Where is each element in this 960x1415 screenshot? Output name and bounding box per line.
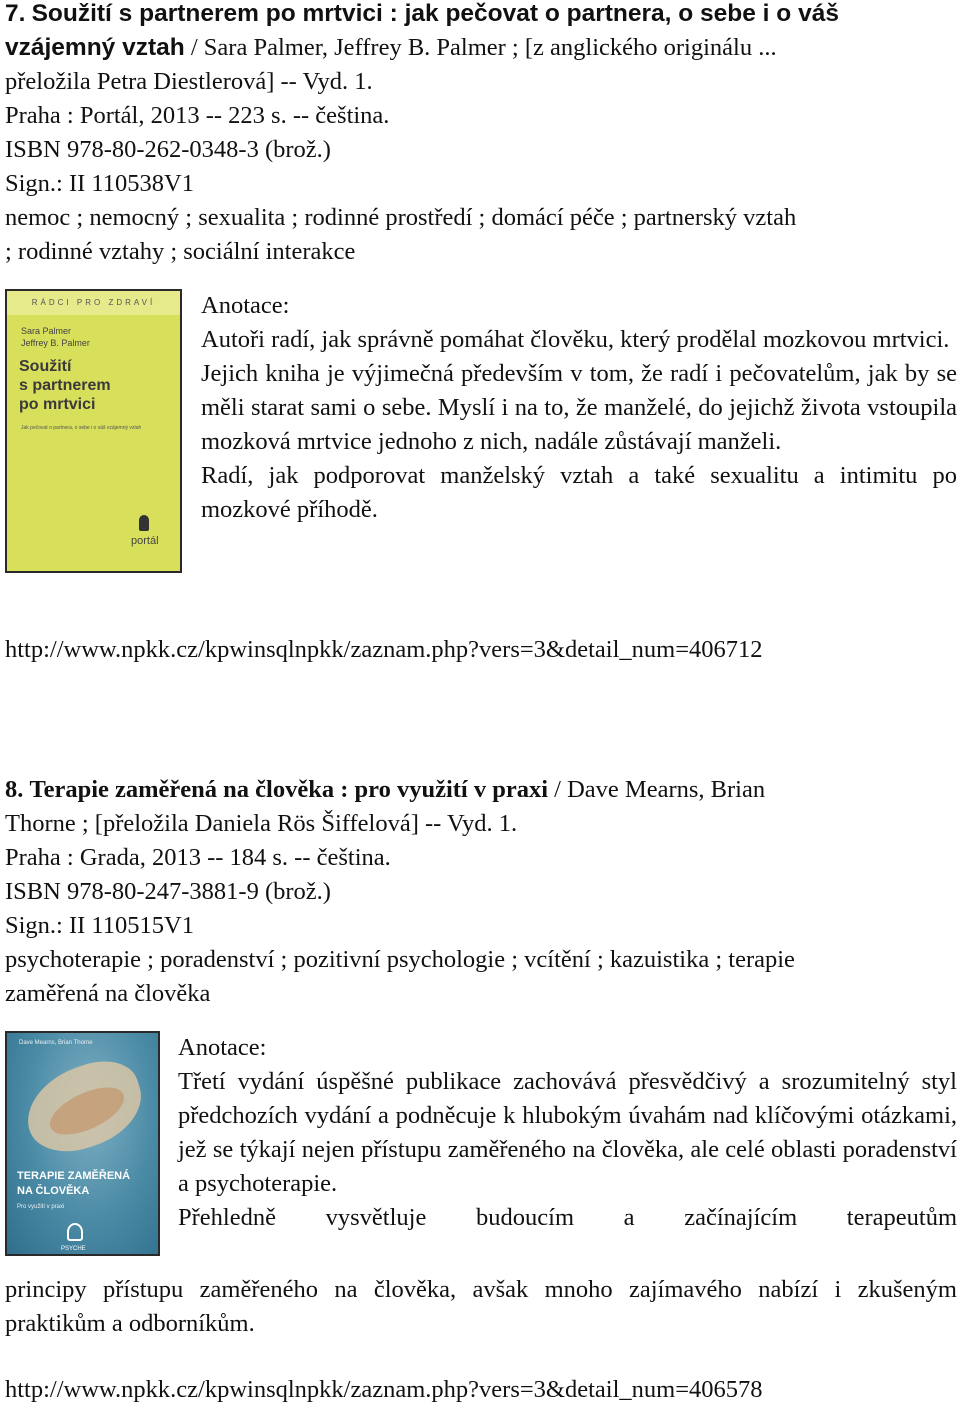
entry-7-signature: Sign.: II 110538V1 (5, 170, 194, 197)
entry-8-annotation-block (5, 1031, 957, 1303)
entry-7-translator: přeložila Petra Diestlerová] -- Vyd. 1. (5, 68, 373, 95)
cover-series: RÁDCI PRO ZDRAVÍ (7, 291, 180, 315)
entry-7-keywords-2: ; rodinné vztahy ; sociální interakce (5, 238, 356, 265)
entry-7-keywords-1: nemoc ; nemocný ; sexualita ; rodinné prostředí ; domácí péče ; partnerský vztah (5, 204, 797, 231)
entry-8-keywords-1: psychoterapie ; poradenství ; pozitivní psychologie ; vcítění ; kazuistika ; terapie (5, 946, 795, 973)
entry-7-annotation-block (5, 289, 957, 629)
cover-title (19, 357, 111, 414)
entry-7-book-cover (5, 289, 182, 573)
cover-title (17, 1169, 130, 1199)
cover-publisher: portál (131, 535, 159, 547)
entry-8-responsibility: / Dave Mearns, Brian (548, 776, 766, 803)
cover-title-1: Soužití (19, 358, 72, 375)
entry-7-title-part-1: Soužití s partnerem po mrtvici : jak pečovat o partnera, o sebe i o váš (31, 0, 839, 27)
entry-8-annotation-p1: Třetí vydání úspěšné publikace zachovává přesvědčivý a srozumitelný styl předchozích vydání a podněcuje k hlubokým úvahám nad klíčovými otázkami, jež se týkají nejen přístupu zaměřeného na člověka, ale celé oblasti poradenství a psychoterapie. (178, 1068, 957, 1197)
cover-authors: Dave Mearns, Brian Thorne (19, 1040, 93, 1046)
entry-8-keywords-2: zaměřená na člověka (5, 980, 211, 1007)
entry-8-translator: Thorne ; [přeložila Daniela Rös Šiffelová] -- Vyd. 1. (5, 810, 518, 837)
entry-8-annotation-label: Anotace: (178, 1034, 267, 1061)
entry-8-annotation-p2-rest: principy přístupu zaměřeného na člověka, avšak mnoho zajímavého nabízí i zkušeným praktikům a odborníkům. (5, 1276, 957, 1337)
catalog-entry-7 (5, 0, 957, 667)
entry-7-number: 7. (5, 0, 26, 27)
entry-7-annotation-p3: Radí, jak podporovat manželský vztah a také sexualitu a intimitu po mozkové příhodě. (201, 462, 957, 523)
entry-7-isbn: ISBN 978-80-262-0348-3 (brož.) (5, 136, 331, 163)
entry-7-annotation-label: Anotace: (201, 292, 290, 319)
entry-8-signature: Sign.: II 110515V1 (5, 912, 194, 939)
cover-title-2: s partnerem (19, 377, 111, 394)
entry-7-publication: Praha : Portál, 2013 -- 223 s. -- čeština. (5, 102, 390, 129)
entry-7-title-part-2: vzájemný vztah (5, 34, 185, 61)
publisher-logo-icon (139, 515, 149, 531)
entry-7-annotation-p1: Autoři radí, jak správně pomáhat člověku, který prodělal mozkovou mrtvici. (201, 326, 950, 353)
entry-7-url[interactable]: http://www.npkk.cz/kpwinsqlnpkk/zaznam.php?vers=3&detail_num=406712 (5, 636, 763, 663)
entry-8-publication: Praha : Grada, 2013 -- 184 s. -- čeština. (5, 844, 391, 871)
entry-8-isbn: ISBN 978-80-247-3881-9 (brož.) (5, 878, 331, 905)
cover-title-1: TERAPIE ZAMĚŘENÁ (17, 1170, 131, 1182)
cover-publisher: PSYCHE (61, 1246, 86, 1252)
cover-author-1: Sara Palmer (21, 326, 72, 336)
cover-title-3: po mrtvici (19, 396, 96, 413)
entry-8-title: Terapie zaměřená na člověka : pro využití v praxi (29, 776, 549, 803)
entry-7-responsibility: / Sara Palmer, Jeffrey B. Palmer ; [z anglického originálu ... (184, 34, 777, 61)
cover-authors (21, 325, 90, 349)
entry-8-book-cover (5, 1031, 160, 1256)
cover-author-2: Jeffrey B. Palmer (21, 338, 90, 348)
entry-8-title-line-1 (5, 773, 957, 807)
cover-title-2: NA ČLOVĚKA (17, 1185, 90, 1197)
cover-subtitle: Pro využití v praxi (17, 1204, 65, 1210)
entry-7-annotation (201, 289, 957, 527)
cover-subtitle: Jak pečovat o partnera, o sebe i o váš vzájemný vztah (21, 425, 142, 431)
catalog-entry-8 (5, 773, 957, 1407)
entry-8-number: 8. (5, 776, 24, 803)
entry-7-annotation-p2: Jejich kniha je výjimečná především v tom, že radí i pečovatelům, jak by se měli starat sami o sebe. Myslí i na to, že manželé, do jejichž života vstoupila mozková mrtvice jednoho z nich, nadále zůstávají manželi. (201, 360, 957, 455)
entry-7-title-line-1 (5, 0, 957, 31)
publisher-logo-icon (67, 1223, 83, 1241)
entry-8-annotation (178, 1031, 957, 1235)
entry-7-title-line-2 (5, 31, 957, 65)
entry-8-url[interactable]: http://www.npkk.cz/kpwinsqlnpkk/zaznam.php?vers=3&detail_num=406578 (5, 1376, 763, 1403)
entry-8-annotation-p2-first: Přehledně vysvětluje budoucím a začínajícím terapeutům (178, 1204, 957, 1231)
